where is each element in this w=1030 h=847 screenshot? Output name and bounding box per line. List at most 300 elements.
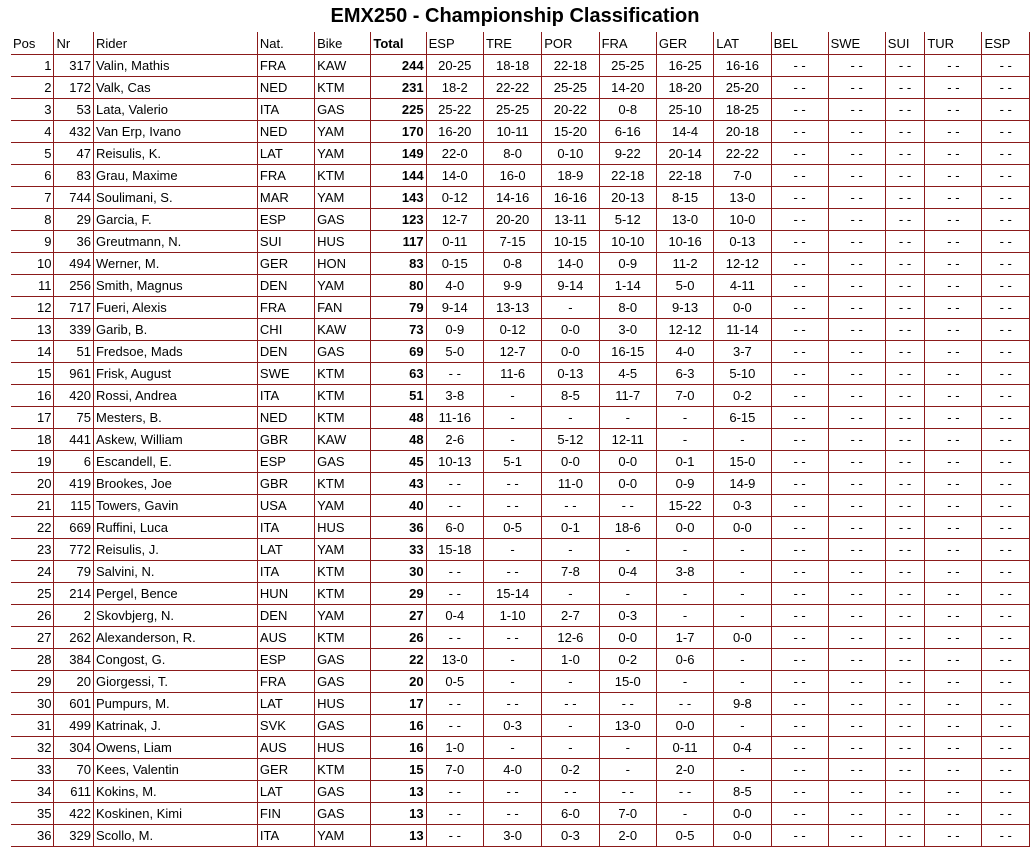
score-cell: - -	[772, 341, 829, 363]
score-cell: -	[714, 539, 771, 561]
score-cell: - -	[829, 781, 886, 803]
score-cell: 15-18	[427, 539, 484, 561]
score-cell: - -	[829, 583, 886, 605]
score-cell: 0-2	[600, 649, 657, 671]
nation-cell: FRA	[258, 55, 315, 77]
score-cell: - -	[982, 253, 1030, 275]
score-cell: - -	[829, 253, 886, 275]
number-cell: 83	[54, 165, 94, 187]
bike-cell: GAS	[315, 649, 371, 671]
col-bike: Bike	[315, 32, 371, 55]
score-cell: - -	[772, 385, 829, 407]
score-cell: 7-0	[427, 759, 484, 781]
score-cell: 11-2	[657, 253, 714, 275]
number-cell: 329	[54, 825, 94, 847]
rider-cell: Greutmann, N.	[94, 231, 258, 253]
score-cell: 4-0	[657, 341, 714, 363]
bike-cell: YAM	[315, 605, 371, 627]
score-cell: - -	[427, 473, 484, 495]
score-cell: 7-0	[600, 803, 657, 825]
score-cell: - -	[829, 539, 886, 561]
score-cell: - -	[772, 737, 829, 759]
score-cell: 0-4	[714, 737, 771, 759]
score-cell: 12-7	[484, 341, 542, 363]
score-cell: 0-2	[714, 385, 771, 407]
score-cell: - -	[772, 759, 829, 781]
number-cell: 420	[54, 385, 94, 407]
bike-cell: GAS	[315, 451, 371, 473]
score-cell: 5-1	[484, 451, 542, 473]
pos-cell: 28	[11, 649, 54, 671]
table-row	[11, 583, 1030, 605]
table-row	[11, 649, 1030, 671]
pos-cell: 1	[11, 55, 54, 77]
bike-cell: GAS	[315, 99, 371, 121]
pos-cell: 22	[11, 517, 54, 539]
total-cell: 26	[371, 627, 426, 649]
score-cell: - -	[657, 781, 714, 803]
score-cell: - -	[886, 583, 926, 605]
number-cell: 79	[54, 561, 94, 583]
score-cell: - -	[886, 407, 926, 429]
score-cell: - -	[427, 495, 484, 517]
score-cell: - -	[829, 451, 886, 473]
pos-cell: 31	[11, 715, 54, 737]
table-row	[11, 671, 1030, 693]
bike-cell: FAN	[315, 297, 371, 319]
number-cell: 70	[54, 759, 94, 781]
pos-cell: 8	[11, 209, 54, 231]
pos-cell: 9	[11, 231, 54, 253]
score-cell: - -	[925, 407, 982, 429]
score-cell: 1-10	[484, 605, 542, 627]
score-cell: 14-4	[657, 121, 714, 143]
number-cell: 214	[54, 583, 94, 605]
score-cell: 20-18	[714, 121, 771, 143]
score-cell: 6-0	[427, 517, 484, 539]
score-cell: 0-0	[714, 297, 771, 319]
score-cell: 18-9	[542, 165, 599, 187]
nation-cell: ITA	[258, 99, 315, 121]
number-cell: 262	[54, 627, 94, 649]
table-row	[11, 737, 1030, 759]
score-cell: -	[600, 737, 657, 759]
score-cell: 14-16	[484, 187, 542, 209]
nation-cell: NED	[258, 407, 315, 429]
score-cell: - -	[886, 539, 926, 561]
table-row	[11, 209, 1030, 231]
score-cell: - -	[772, 55, 829, 77]
score-cell: - -	[772, 693, 829, 715]
score-cell: 9-14	[427, 297, 484, 319]
score-cell: - -	[886, 605, 926, 627]
score-cell: 6-0	[542, 803, 599, 825]
rider-cell: Fredsoe, Mads	[94, 341, 258, 363]
score-cell: - -	[925, 737, 982, 759]
total-cell: 43	[371, 473, 426, 495]
table-row	[11, 187, 1030, 209]
number-cell: 20	[54, 671, 94, 693]
score-cell: - -	[772, 209, 829, 231]
pos-cell: 25	[11, 583, 54, 605]
pos-cell: 21	[11, 495, 54, 517]
rider-cell: Kokins, M.	[94, 781, 258, 803]
total-cell: 80	[371, 275, 426, 297]
score-cell: 0-3	[542, 825, 599, 847]
score-cell: 0-8	[600, 99, 657, 121]
score-cell: - -	[829, 165, 886, 187]
score-cell: - -	[772, 671, 829, 693]
score-cell: 1-0	[427, 737, 484, 759]
score-cell: 14-0	[427, 165, 484, 187]
rider-cell: Lata, Valerio	[94, 99, 258, 121]
score-cell: - -	[829, 803, 886, 825]
nation-cell: CHI	[258, 319, 315, 341]
score-cell: - -	[925, 473, 982, 495]
score-cell: - -	[427, 781, 484, 803]
bike-cell: GAS	[315, 781, 371, 803]
table-row	[11, 121, 1030, 143]
bike-cell: YAM	[315, 143, 371, 165]
bike-cell: GAS	[315, 341, 371, 363]
score-cell: - -	[982, 539, 1030, 561]
pos-cell: 36	[11, 825, 54, 847]
number-cell: 961	[54, 363, 94, 385]
score-cell: 5-0	[657, 275, 714, 297]
score-cell: - -	[925, 209, 982, 231]
score-cell: 16-15	[600, 341, 657, 363]
rider-cell: Salvini, N.	[94, 561, 258, 583]
score-cell: -	[714, 583, 771, 605]
score-cell: - -	[427, 561, 484, 583]
bike-cell: KTM	[315, 77, 371, 99]
bike-cell: KTM	[315, 385, 371, 407]
pos-cell: 5	[11, 143, 54, 165]
score-cell: 0-5	[484, 517, 542, 539]
score-cell: 0-13	[714, 231, 771, 253]
score-cell: - -	[829, 693, 886, 715]
nation-cell: SVK	[258, 715, 315, 737]
rider-cell: Grau, Maxime	[94, 165, 258, 187]
col-nat: Nat.	[258, 32, 315, 55]
table-row	[11, 165, 1030, 187]
score-cell: - -	[925, 187, 982, 209]
total-cell: 17	[371, 693, 426, 715]
score-cell: - -	[886, 209, 926, 231]
table-row	[11, 297, 1030, 319]
number-cell: 47	[54, 143, 94, 165]
rider-cell: Escandell, E.	[94, 451, 258, 473]
total-cell: 13	[371, 781, 426, 803]
score-cell: -	[600, 759, 657, 781]
score-cell: - -	[982, 55, 1030, 77]
score-cell: 22-22	[484, 77, 542, 99]
score-cell: -	[542, 671, 599, 693]
rider-cell: Alexanderson, R.	[94, 627, 258, 649]
score-cell: - -	[925, 671, 982, 693]
score-cell: 0-2	[542, 759, 599, 781]
score-cell: - -	[925, 583, 982, 605]
score-cell: -	[657, 539, 714, 561]
col-round: FRA	[600, 32, 657, 55]
number-cell: 384	[54, 649, 94, 671]
score-cell: - -	[982, 363, 1030, 385]
score-cell: 10-13	[427, 451, 484, 473]
score-cell: 0-0	[542, 451, 599, 473]
score-cell: - -	[925, 165, 982, 187]
score-cell: -	[542, 737, 599, 759]
score-cell: 7-0	[714, 165, 771, 187]
score-cell: - -	[772, 473, 829, 495]
score-cell: 18-6	[600, 517, 657, 539]
rider-cell: Pergel, Bence	[94, 583, 258, 605]
score-cell: 15-20	[542, 121, 599, 143]
score-cell: 16-16	[714, 55, 771, 77]
score-cell: - -	[829, 671, 886, 693]
nation-cell: HUN	[258, 583, 315, 605]
rider-cell: Scollo, M.	[94, 825, 258, 847]
score-cell: - -	[886, 649, 926, 671]
nation-cell: ITA	[258, 825, 315, 847]
score-cell: - -	[829, 275, 886, 297]
score-cell: 4-0	[484, 759, 542, 781]
score-cell: 2-0	[657, 759, 714, 781]
total-cell: 16	[371, 715, 426, 737]
score-cell: - -	[829, 517, 886, 539]
number-cell: 36	[54, 231, 94, 253]
nation-cell: SUI	[258, 231, 315, 253]
score-cell: - -	[427, 693, 484, 715]
score-cell: 4-5	[600, 363, 657, 385]
col-total: Total	[371, 32, 426, 55]
rider-cell: Owens, Liam	[94, 737, 258, 759]
number-cell: 494	[54, 253, 94, 275]
table-row	[11, 99, 1030, 121]
bike-cell: KTM	[315, 627, 371, 649]
score-cell: - -	[886, 517, 926, 539]
score-cell: - -	[886, 55, 926, 77]
col-round: ESP	[982, 32, 1030, 55]
number-cell: 29	[54, 209, 94, 231]
score-cell: 3-7	[714, 341, 771, 363]
rider-cell: Soulimani, S.	[94, 187, 258, 209]
table-row	[11, 715, 1030, 737]
score-cell: - -	[982, 99, 1030, 121]
score-cell: - -	[829, 605, 886, 627]
score-cell: 25-22	[427, 99, 484, 121]
pos-cell: 29	[11, 671, 54, 693]
total-cell: 16	[371, 737, 426, 759]
number-cell: 75	[54, 407, 94, 429]
nation-cell: ITA	[258, 517, 315, 539]
score-cell: -	[714, 671, 771, 693]
nation-cell: GBR	[258, 429, 315, 451]
nation-cell: NED	[258, 121, 315, 143]
pos-cell: 4	[11, 121, 54, 143]
score-cell: 0-0	[600, 451, 657, 473]
score-cell: - -	[829, 737, 886, 759]
score-cell: 0-0	[714, 825, 771, 847]
score-cell: -	[484, 649, 542, 671]
number-cell: 172	[54, 77, 94, 99]
score-cell: - -	[484, 473, 542, 495]
score-cell: 18-2	[427, 77, 484, 99]
nation-cell: DEN	[258, 341, 315, 363]
table-row	[11, 561, 1030, 583]
total-cell: 27	[371, 605, 426, 627]
score-cell: - -	[982, 297, 1030, 319]
nation-cell: ITA	[258, 561, 315, 583]
table-row	[11, 385, 1030, 407]
score-cell: - -	[982, 77, 1030, 99]
score-cell: -	[657, 583, 714, 605]
score-cell: 16-16	[542, 187, 599, 209]
score-cell: -	[542, 407, 599, 429]
score-cell: 13-0	[600, 715, 657, 737]
score-cell: - -	[427, 363, 484, 385]
score-cell: - -	[982, 341, 1030, 363]
score-cell: - -	[982, 429, 1030, 451]
number-cell: 601	[54, 693, 94, 715]
score-cell: 20-25	[427, 55, 484, 77]
score-cell: - -	[829, 429, 886, 451]
score-cell: 0-9	[427, 319, 484, 341]
score-cell: - -	[829, 715, 886, 737]
score-cell: - -	[925, 495, 982, 517]
number-cell: 717	[54, 297, 94, 319]
score-cell: - -	[982, 517, 1030, 539]
score-cell: 0-9	[657, 473, 714, 495]
nation-cell: NED	[258, 77, 315, 99]
score-cell: - -	[925, 429, 982, 451]
score-cell: 0-15	[427, 253, 484, 275]
pos-cell: 14	[11, 341, 54, 363]
bike-cell: GAS	[315, 803, 371, 825]
score-cell: - -	[829, 231, 886, 253]
table-row	[11, 473, 1030, 495]
bike-cell: KTM	[315, 561, 371, 583]
score-cell: 8-5	[714, 781, 771, 803]
pos-cell: 3	[11, 99, 54, 121]
pos-cell: 12	[11, 297, 54, 319]
score-cell: - -	[886, 429, 926, 451]
score-cell: - -	[886, 825, 926, 847]
score-cell: - -	[427, 715, 484, 737]
score-cell: 8-0	[600, 297, 657, 319]
score-cell: -	[714, 605, 771, 627]
score-cell: -	[542, 583, 599, 605]
score-cell: -	[714, 649, 771, 671]
pos-cell: 27	[11, 627, 54, 649]
total-cell: 149	[371, 143, 426, 165]
bike-cell: GAS	[315, 715, 371, 737]
rider-cell: Mesters, B.	[94, 407, 258, 429]
score-cell: 25-10	[657, 99, 714, 121]
bike-cell: KTM	[315, 165, 371, 187]
col-round: SUI	[886, 32, 926, 55]
total-cell: 225	[371, 99, 426, 121]
nation-cell: MAR	[258, 187, 315, 209]
score-cell: - -	[982, 407, 1030, 429]
score-cell: - -	[542, 781, 599, 803]
number-cell: 432	[54, 121, 94, 143]
score-cell: 15-0	[600, 671, 657, 693]
score-cell: - -	[886, 253, 926, 275]
score-cell: - -	[829, 759, 886, 781]
score-cell: - -	[886, 99, 926, 121]
score-cell: 0-3	[600, 605, 657, 627]
score-cell: 0-5	[427, 671, 484, 693]
score-cell: 13-11	[542, 209, 599, 231]
score-cell: 0-12	[427, 187, 484, 209]
score-cell: 11-6	[484, 363, 542, 385]
nation-cell: DEN	[258, 275, 315, 297]
total-cell: 36	[371, 517, 426, 539]
total-cell: 244	[371, 55, 426, 77]
score-cell: -	[484, 737, 542, 759]
score-cell: 10-16	[657, 231, 714, 253]
nation-cell: LAT	[258, 143, 315, 165]
bike-cell: YAM	[315, 495, 371, 517]
score-cell: -	[542, 539, 599, 561]
total-cell: 40	[371, 495, 426, 517]
bike-cell: KTM	[315, 407, 371, 429]
table-row	[11, 517, 1030, 539]
col-round: TUR	[925, 32, 982, 55]
pos-cell: 7	[11, 187, 54, 209]
score-cell: - -	[982, 143, 1030, 165]
score-cell: - -	[427, 825, 484, 847]
score-cell: - -	[982, 781, 1030, 803]
score-cell: - -	[925, 121, 982, 143]
score-cell: - -	[925, 781, 982, 803]
table-row	[11, 407, 1030, 429]
nation-cell: ESP	[258, 649, 315, 671]
score-cell: - -	[829, 341, 886, 363]
score-cell: - -	[600, 781, 657, 803]
score-cell: -	[714, 561, 771, 583]
score-cell: 0-1	[542, 517, 599, 539]
score-cell: - -	[925, 825, 982, 847]
score-cell: - -	[982, 671, 1030, 693]
score-cell: - -	[772, 495, 829, 517]
score-cell: - -	[925, 627, 982, 649]
number-cell: 441	[54, 429, 94, 451]
score-cell: - -	[886, 495, 926, 517]
bike-cell: KTM	[315, 473, 371, 495]
score-cell: 9-14	[542, 275, 599, 297]
score-cell: - -	[600, 495, 657, 517]
table-row	[11, 341, 1030, 363]
number-cell: 317	[54, 55, 94, 77]
score-cell: 11-16	[427, 407, 484, 429]
pos-cell: 19	[11, 451, 54, 473]
score-cell: 16-0	[484, 165, 542, 187]
score-cell: - -	[772, 605, 829, 627]
bike-cell: HUS	[315, 231, 371, 253]
score-cell: - -	[829, 209, 886, 231]
nation-cell: AUS	[258, 737, 315, 759]
rider-cell: Smith, Magnus	[94, 275, 258, 297]
bike-cell: GAS	[315, 671, 371, 693]
bike-cell: YAM	[315, 539, 371, 561]
score-cell: 11-7	[600, 385, 657, 407]
score-cell: - -	[772, 715, 829, 737]
score-cell: - -	[886, 143, 926, 165]
score-cell: - -	[982, 451, 1030, 473]
score-cell: - -	[829, 187, 886, 209]
score-cell: - -	[886, 803, 926, 825]
